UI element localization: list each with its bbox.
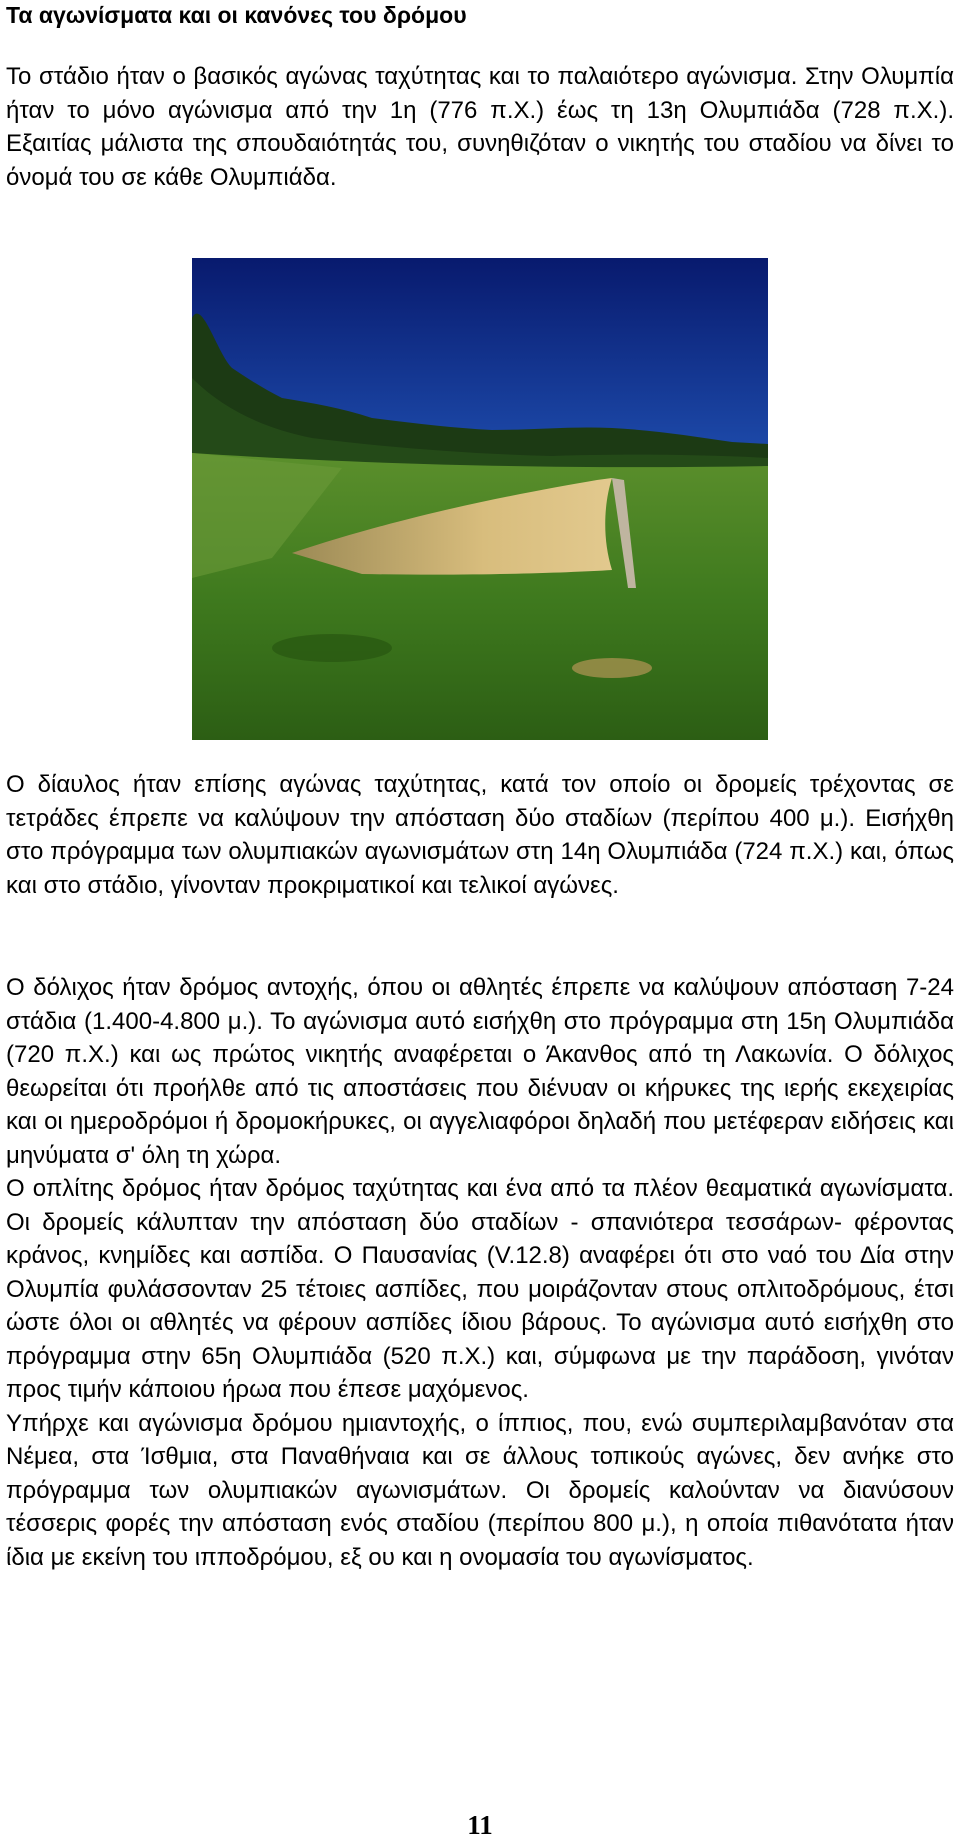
paragraph-stadion: Το στάδιο ήταν ο βασικός αγώνας ταχύτητας και το παλαιότερο αγώνισμα. Στην Ολυμπία ήταν το μόνο αγώνισμα από την 1η (776 π.Χ.) έως τη 13η Ολυμπιάδα (728 π.Χ.). Εξαιτίας μάλιστα της σπουδαιότητάς του, συνηθιζόταν ο νικητής του σταδίου να δίνει το όνομά του σε κάθε Ολυμπιάδα. (6, 63, 954, 191)
paragraph-diaulos: Ο δίαυλος ήταν επίσης αγώνας ταχύτητας, κατά τον οποίο οι δρομείς τρέχοντας σε τετράδες έπρεπε να καλύψουν την απόσταση δύο σταδίων (περίπου 400 μ.). Εισήχθη στο πρόγραμμα των ολυμπιακών αγωνισμάτων στη 14η Ολυμπιάδα (724 π.Χ.) και, όπως και στο στάδιο, γίνονταν προκριματικοί και τελικοί αγώνες. (6, 771, 954, 899)
paragraph-dolichos: Ο δόλιχος ήταν δρόμος αντοχής, όπου οι αθλητές έπρεπε να καλύψουν απόσταση 7-24 στάδια (1.400-4.800 μ.). Το αγώνισμα αυτό εισήχθη στο πρόγραμμα στη 15η Ολυμπιάδα (720 π.Χ.) και ως πρώτος νικητής αναφέρεται ο Άκανθος από τη Λακωνία. Ο δόλιχος θεωρείται ότι προήλθε από τις αποστάσεις που διένυαν οι κήρυκες της ιερής εκεχειρίας και οι ημεροδρόμοι ή δρομοκήρυκες, οι αγγελιαφόροι δηλαδή που μετέφεραν ειδήσεις και μηνύματα σ' όλη τη χώρα. Ο οπλίτης δρόμος ήταν δρόμος ταχύτητας και ένα από τα πλέον θεαματικά αγωνίσματα. Οι δρομείς κάλυπταν την απόσταση δύο σταδίων - σπανιότερα τεσσάρων- φέροντας κράνος, κνημίδες και ασπίδα. Ο Παυσανίας (V.12.8) αναφέρει ότι στο ναό του Δία στην Ολυμπία φυλάσσονταν 25 τέτοιες ασπίδες, που μοιράζονταν στους οπλιτοδρόμους, έτσι ώστε όλοι οι αθλητές να φέρουν ασπίδες ίδιου βάρους. Το αγώνισμα αυτό εισήχθη στο πρόγραμμα στην 65η Ολυμπιάδα (520 π.Χ.) και, σύμφωνα με την παράδοση, γινόταν προς τιμήν κάποιου ήρωα που έπεσε μαχόμενος. Υπήρχε και αγώνισμα δρόμου ημιαντοχής, ο ίππιος, που, ενώ συμπεριλαμβανόταν στα Νέμεα, στα Ίσθμια, στα Παναθήναια και σε άλλους τοπικούς αγώνες, δεν ανήκε στο πρόγραμμα των ολυμπιακών αγωνισμάτων. Οι δρομείς καλούνταν να διανύσουν τέσσερις φορές την απόσταση ενός σταδίου (περίπου 800 μ.), η οποία πιθανότατα ήταν ίδια με εκείνη του ιπποδρόμου, εξ ου και η ονομασία του αγωνίσματος. (6, 974, 954, 1571)
page-heading: Τα αγωνίσματα και οι κανόνες του δρόμου (6, 2, 467, 28)
stadium-photo (192, 258, 768, 740)
page-number: 11 (467, 1810, 493, 1840)
